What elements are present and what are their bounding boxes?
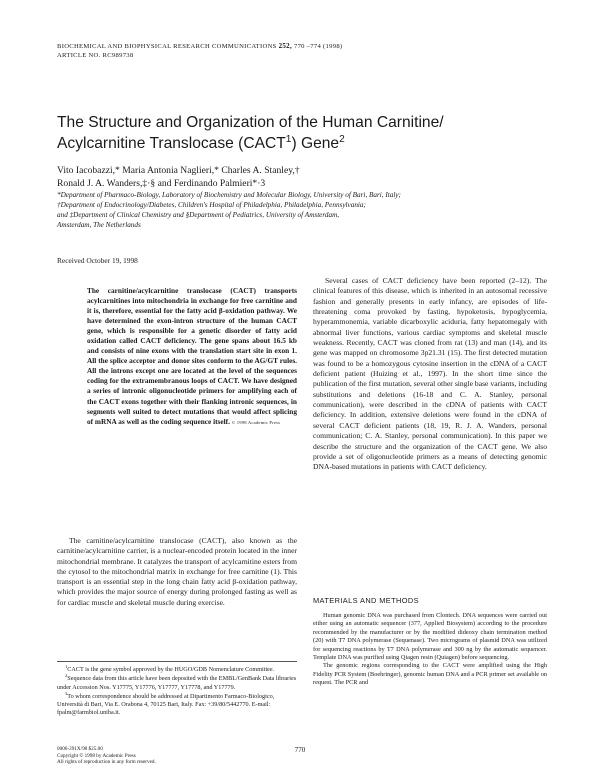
- right-column-paragraph: Several cases of CACT deficiency have been reported (2–12). The clinical features of this disease, which is inherited in an autosomal recessive fashion and generally presents in early infancy, are episodes of life-threatening coma provoked by fasting, hypoketosis, hypoglycemia, hyperammonemia, variable dicarboxylic aciduria, fatty hepatomegaly with abnormal liver functions, various cardiac symptoms and skeletal muscle weakness. Recently, CACT was cloned from rat (13) and man (14), and its gene was mapped on chromosome 3p21.31 (15). The first detected mutation was found to be a homozygous cytosine insertion in the cDNA of a CACT deficient patient (Huizing et al., 1997). In the short time since the publication of the first mutation, several other single base variants, including substitutions and deletions (16-18 and C. A. Stanley, personal communication), were described in the cDNA of patients with CACT deficiency. In addition, extensive deletions were found in the cDNA of several CACT deficient patients (18, 19, R. J. A. Wanders, personal communication; C. A. Stanley, personal communication). In this paper we describe the structure and the organization of the CACT gene. We also provide a set of oligonucleotide primers as a means of detecting genomic DNA-based mutations in patients with CACT deficiency.: [313, 276, 547, 472]
- rights-line: All rights of reproduction in any form reserved.: [57, 759, 156, 766]
- methods-paragraph-2: The genomic regions corresponding to the CACT were amplified using the High Fidelity PCR System (Boehringer), genomic human DNA and a PCR primer set available on request. The PCR and: [313, 662, 547, 687]
- footnote-1-mark: 1: [65, 663, 68, 669]
- footnote-2-text: Sequence data from this article have been deposited with the EMBL/GenBank Data libraries under Accession Nos. Y17775, Y17776, Y17777, Y17778, and Y17779.: [57, 675, 297, 691]
- abstract: [87, 286, 297, 428]
- footnotes: [57, 661, 297, 719]
- introduction: [57, 536, 297, 608]
- affiliations: [57, 190, 557, 230]
- copyright-line: Copyright © 1998 by Academic Press: [57, 752, 136, 759]
- affiliation-line-3: and ‡Department of Clinical Chemistry and §Department of Pediatrics, University of Amsterdam,: [57, 211, 340, 219]
- authors-line-1: Vito Iacobazzi,* Maria Antonia Naglieri,* Charles A. Stanley,†: [57, 165, 300, 176]
- page-number: 770: [294, 746, 306, 754]
- footnote-3: [57, 690, 297, 718]
- abstract-copyright: © 1998 Academic Press: [231, 419, 281, 425]
- title-sup-2: 2: [339, 133, 345, 145]
- journal-pages: 770 –774 (1998): [293, 43, 343, 50]
- affiliation-line-1: *Department of Pharmaco-Biology, Laboratory of Biochemistry and Molecular Biology, University of Bari, Bari, Italy;: [57, 191, 401, 199]
- journal-header: [57, 42, 342, 60]
- footnote-3-mark: 3: [65, 690, 68, 696]
- footnote-1: [57, 663, 297, 674]
- affiliation-line-2: †Department of Endocrinology/Diabetes, Children's Hospital of Philadelphia, Philadelphia, Pennsylvania;: [57, 201, 366, 209]
- title-sup-1: 1: [285, 133, 292, 145]
- title-line-2b: ) Gene: [291, 135, 340, 152]
- methods-paragraph-1: Human genomic DNA was purchased from Clontech. DNA sequences were carried out either using an automatic sequencer (377, Applied Biosystem) according to the procedure recommended by the manufacturer or by the modified dideoxy chain termination method (20) with T7 DNA polymerase (Sequenase). Two micrograms of plasmid DNA was utilized for sequencing reactions by T7 DNA polymerase and 300 ng by the automatic sequencer. Template DNA was purified using Qiagen resin (Quiagen) before sequencing.: [313, 612, 547, 662]
- received-date: Received October 19, 1998: [57, 256, 138, 265]
- right-column-text: [313, 276, 547, 473]
- section-heading-methods: MATERIALS AND METHODS: [313, 596, 419, 605]
- methods-text: [313, 612, 547, 688]
- intro-paragraph: The carnitine/acylcarnitine translocase (CACT), also known as the carnitine/acylcarnitine carrier, is a nuclear-encoded protein located in the inner mitochondrial membrane. It catalyzes the transport of acylcarnitine esters from the cytosol to the mitochondrial matrix in exchange for free carnitine (1). This transport is an essential step in the long chain fatty acid β-oxidation pathway, which provides the major source of energy during prolonged fasting as well as for cardiac muscle and skeletal muscle during exercise.: [57, 536, 297, 607]
- footnote-2: [57, 675, 297, 692]
- authors-line-2: Ronald J. A. Wanders,‡·§ and Ferdinando Palmieri*·3: [57, 178, 266, 189]
- journal-name: BIOCHEMICAL AND BIOPHYSICAL RESEARCH COMMUNICATIONS: [57, 43, 277, 50]
- abstract-text: The carnitine/acylcarnitine translocase (CACT) transports acylcarnitines into mitochondria in exchange for free carnitine and it is, therefore, essential for the fatty acid β-oxidation pathway. We have determined the exon-intron structure of the human CACT gene, which is responsible for a genetic disorder of fatty acid oxidation called CACT deficiency. The gene spans about 16.5 kb and consists of nine exons with the translation start site in exon 1. All the splice acceptor and donor sites conform to the AG/GT rules. All the introns except one are located at the level of the sequences coding for the extramembranous loops of CACT. We have designed a series of intronic oligonucleotide primers for amplifying each of the CACT exons together with their flanking intronic sequences, in segments well suited to detect mutations that would affect splicing of mRNA as well as the coding sequence itself.: [87, 286, 297, 426]
- issn-price: 0006-291X/98 $25.00: [57, 746, 103, 752]
- article-number: ARTICLE NO. RC989738: [57, 52, 134, 59]
- paper-title: [57, 112, 557, 154]
- affiliation-line-4: Amsterdam, The Netherlands: [57, 221, 141, 229]
- footnote-3-text: To whom correspondence should be addressed at Dipartimento Farmaco-Biologico, Università di Bari, Via E. Orabona 4, 70125 Bari, Italy. Fax: +39/80/5442770. E-mail: fpalm@farmbiol.uniba.it.: [57, 692, 275, 717]
- title-line-1: The Structure and Organization of the Human Carnitine/: [57, 114, 444, 131]
- footnote-1-text: CACT is the gene symbol approved by the HUGO/GDB Nomenclature Committee.: [67, 666, 275, 673]
- footnote-2-mark: 2: [65, 673, 68, 679]
- authors: [57, 164, 557, 190]
- journal-volume: 252,: [278, 42, 293, 50]
- title-line-2a: Acylcarnitine Translocase (CACT: [57, 135, 286, 152]
